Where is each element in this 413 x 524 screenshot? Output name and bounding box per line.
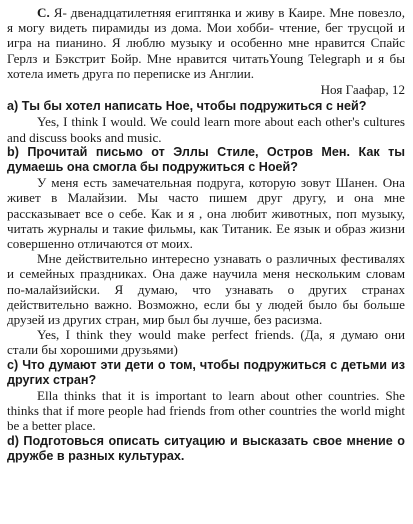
question-c — [7, 358, 405, 388]
question-d-label: d) — [7, 433, 19, 448]
question-b-text: Прочитай письмо от Эллы Стиле, Остров Мен. Как ты думаешь она смогла бы подружиться с Ноей? — [7, 144, 405, 175]
letter-c-label: C. — [37, 5, 50, 20]
question-a-label: a) — [7, 99, 19, 114]
question-d — [7, 434, 405, 464]
question-b-label: b) — [7, 144, 19, 159]
answer-c: Ella thinks that it is important to learn about other countries. She thinks that if more people had friends from other countries the world might be a better place. — [7, 388, 405, 434]
question-c-label: c) — [7, 357, 19, 372]
answer-a: Yes, I think I would. We could learn more about each other's cultures and discuss books and music. — [7, 114, 405, 145]
letter-c — [7, 5, 405, 81]
letter-c-signature: Ноя Гаафар, 12 — [320, 82, 405, 98]
question-c-text: Что думают эти дети о том, чтобы подружиться с детьми из других стран? — [7, 357, 405, 387]
question-d-text: Подготовься описать ситуацию и высказать свое мнение о дружбе в разных культурах. — [7, 433, 405, 463]
answer-b: Yes, I think they would make perfect friends. (Да, я думаю они стали бы хорошими друзьями) — [7, 327, 405, 358]
letter-c-text: Я- двенадцатилетняя египтянка и живу в Каире. Мне повезло, я могу видеть пирамиды из дома. Мои хобби- чтение, бег трусцой и игра на пианино. Я люблю музыку и особенно мне нравится Спайс Герлз и Бэкстрит Бойр. Мне нравится читатьYoung Telegraph и я бы хотела иметь друга по переписке из Англии. — [7, 5, 405, 81]
question-a-text: Ты бы хотел написать Ное, чтобы подружиться с ней? — [18, 99, 367, 114]
question-a — [7, 99, 405, 114]
letter-ella-para-1: У меня есть замечательная подруга, которую зовут Шанен. Она живет в Малайзии. Мы часто пишем друг другу, и она мне рассказывает все о себе. Как и я , она любит животных, поп музыку, читать журналы и такие фильмы, как Титаник. Ее язык и образ жизни совершенно отличаются от моих. — [7, 175, 405, 252]
question-b — [7, 145, 405, 175]
letter-ella-para-2: Мне действительно интересно узнавать о различных фестивалях и семейных праздниках. Она даже научила меня нескольким словам по-малайзийски. Я думаю, что узнавать о других странах действительно важно. Возможно, если бы у людей было бы больше друзей из других стран, мир был бы лучше, без расизма. — [7, 251, 405, 328]
